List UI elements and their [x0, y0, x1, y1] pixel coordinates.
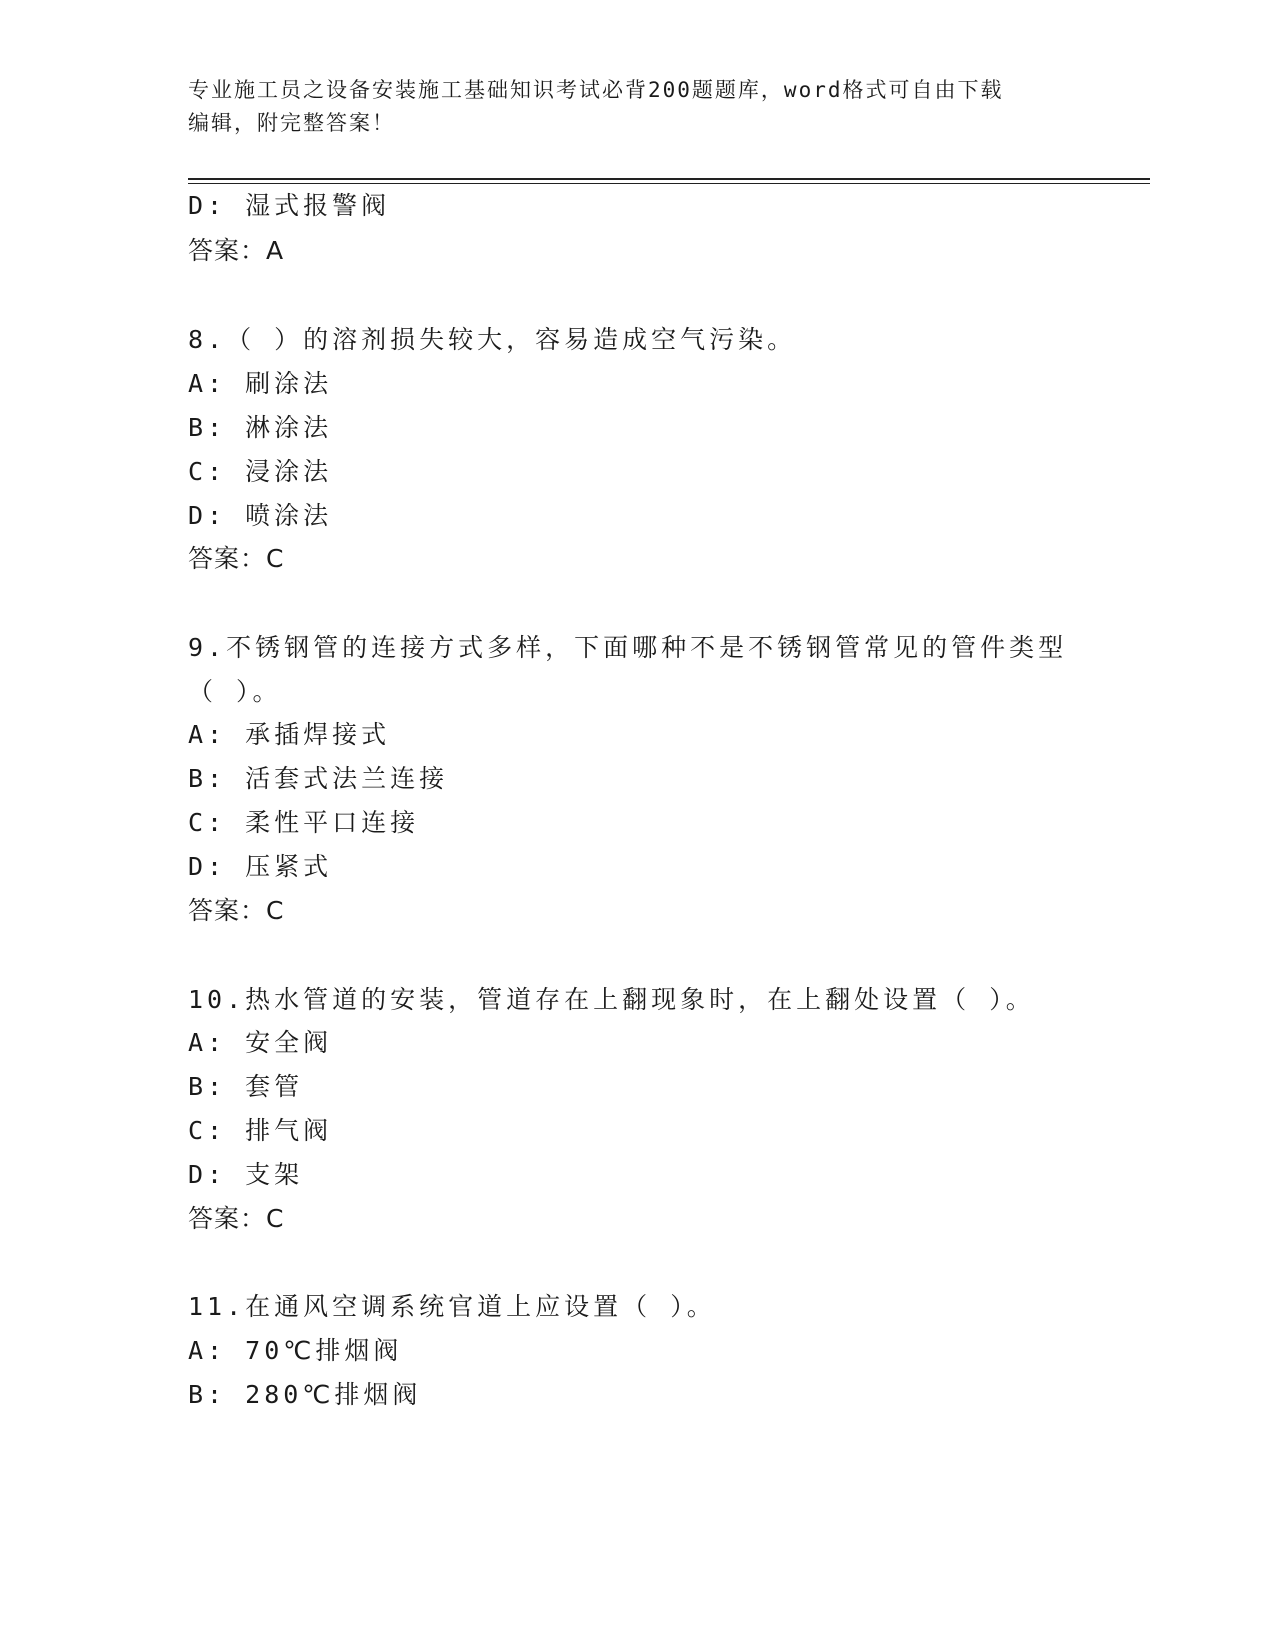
document-header: [188, 74, 1088, 140]
q11-stem: 11.在通风空调系统官道上应设置（ ）。: [188, 1292, 716, 1321]
q9-answer: 答案：C: [188, 896, 285, 925]
q8-stem: 8.（ ）的溶剂损失较大，容易造成空气污染。: [188, 325, 797, 354]
q10-stem: 10.热水管道的安装，管道存在上翻现象时，在上翻处设置（ ）。: [188, 985, 1035, 1014]
q8-option-a: A: 刷涂法: [188, 369, 333, 398]
q9-option-c: C: 柔性平口连接: [188, 808, 420, 837]
q8-option-c: C: 浸涂法: [188, 457, 333, 486]
q10-option-d: D: 支架: [188, 1160, 304, 1189]
q9-option-b: B: 活套式法兰连接: [188, 764, 449, 793]
q11-option-a: A: 70℃排烟阀: [188, 1336, 403, 1365]
q9-stem: 9.不锈钢管的连接方式多样，下面哪种不是不锈钢管常见的管件类型: [188, 633, 1068, 662]
q7-answer: 答案：A: [188, 236, 285, 265]
header-divider-thin: [188, 183, 1150, 184]
q9-stem-continued: （ ）。: [188, 677, 282, 706]
q10-option-c: C: 排气阀: [188, 1116, 333, 1145]
q8-option-d: D: 喷涂法: [188, 501, 333, 530]
q10-answer: 答案：C: [188, 1204, 285, 1233]
header-divider-thick: [188, 178, 1150, 180]
q11-option-b: B: 280℃排烟阀: [188, 1380, 422, 1409]
q10-option-a: A: 安全阀: [188, 1028, 333, 1057]
header-title-line2: 编辑，附完整答案！: [188, 111, 395, 135]
q9-option-d: D: 压紧式: [188, 852, 333, 881]
q8-option-b: B: 淋涂法: [188, 413, 333, 442]
q10-option-b: B: 套管: [188, 1072, 304, 1101]
q7-option-d: D: 湿式报警阀: [188, 191, 391, 220]
q9-option-a: A: 承插焊接式: [188, 720, 391, 749]
q8-answer: 答案：C: [188, 544, 285, 573]
header-title-line1: 专业施工员之设备安装施工基础知识考试必背200题题库，word格式可自由下载: [188, 78, 1004, 102]
